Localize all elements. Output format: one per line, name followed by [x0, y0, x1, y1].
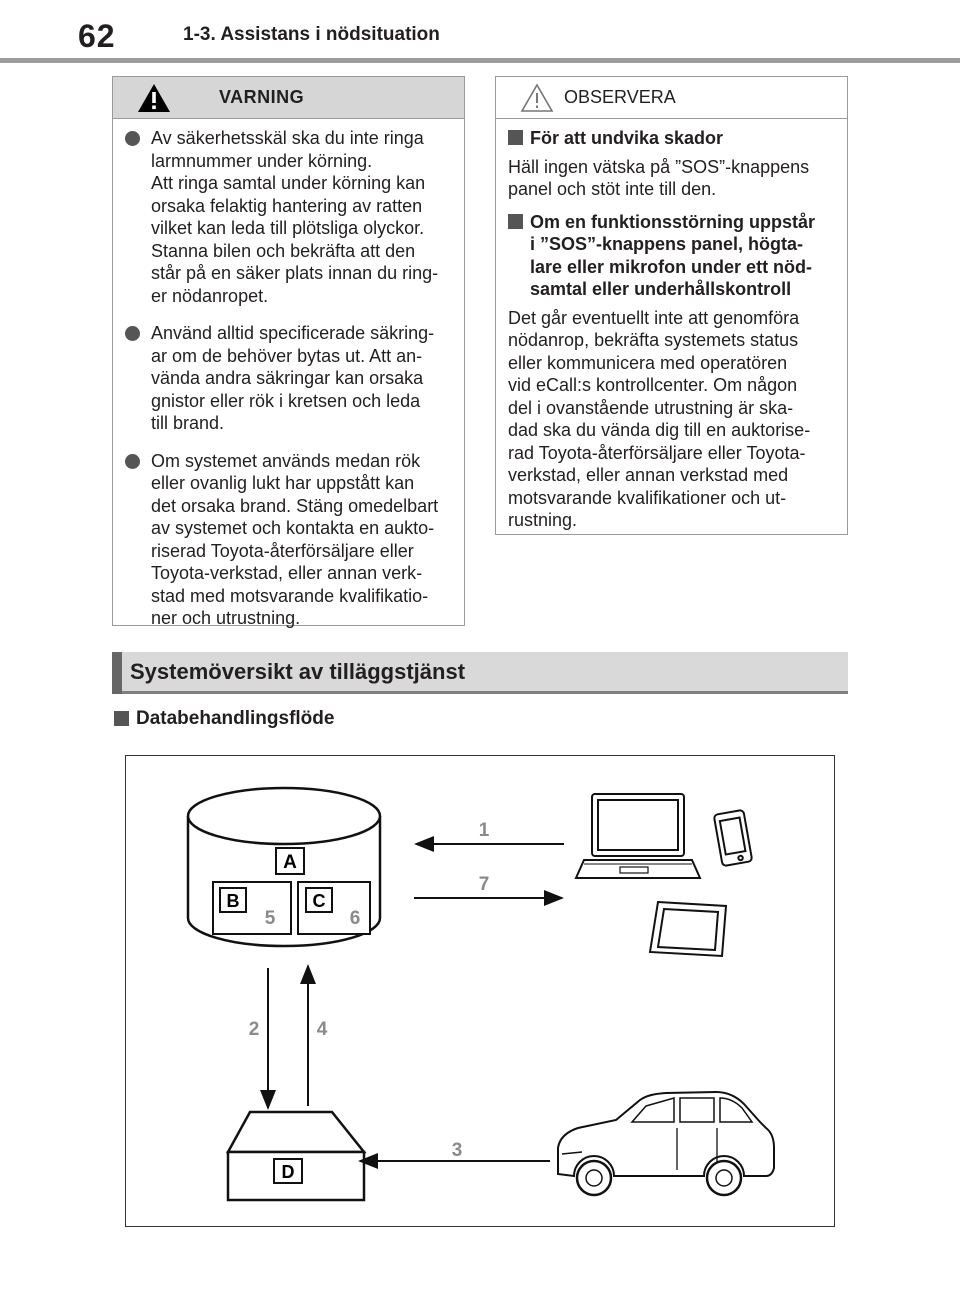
warning-header — [113, 77, 464, 119]
square-bullet-icon — [114, 711, 129, 726]
num-7: 7 — [478, 874, 490, 895]
notice-heading-line: samtal eller underhållskontroll — [530, 279, 792, 299]
notice-section-heading — [508, 211, 835, 301]
warning-bullet-line: riserad Toyota-återförsäljare eller — [151, 540, 414, 561]
notice-text-line: motsvarande kvalifikationer och ut- — [508, 487, 787, 508]
box-d — [228, 1112, 364, 1200]
subheading-text: Databehandlingsflöde — [136, 708, 335, 729]
box-a-label: A — [283, 852, 297, 873]
warning-triangle-icon — [137, 83, 171, 113]
warning-bullet — [125, 127, 452, 307]
warning-body — [113, 119, 464, 655]
warning-bullet-line: Av säkerhetsskäl ska du inte ringa — [151, 128, 424, 148]
notice-heading-line: För att undvika skador — [530, 128, 724, 148]
warning-bullet — [125, 450, 452, 630]
round-bullet-icon — [125, 326, 140, 341]
warning-bullet-line: larmnummer under körning. — [151, 150, 373, 171]
notice-heading-line: Om en funktionsstörning uppstår — [530, 211, 816, 232]
smartphone-icon — [714, 810, 753, 866]
diagram-canvas — [126, 756, 836, 1228]
warning-bullet-line: vända andra säkringar kan orsaka — [151, 368, 424, 388]
warning-box — [112, 76, 465, 626]
warning-bullet-line: av systemet och kontakta en aukto- — [151, 518, 435, 538]
num-6: 6 — [349, 908, 361, 929]
notice-text-line: Det går eventuellt inte att genomföra — [508, 307, 800, 328]
warning-bullet-line: stad med motsvarande kvalifikatio- — [151, 585, 429, 606]
chapter-title: 1-3. Assistans i nödsituation — [183, 24, 440, 45]
notice-text-line: rad Toyota-återförsäljare eller Toyota- — [508, 442, 806, 463]
warning-bullet-line: ar om de behöver bytas ut. Att an- — [151, 345, 423, 366]
notice-text-line: dad ska du vända dig till en auktorise- — [508, 420, 811, 440]
page-number: 62 — [78, 18, 116, 54]
section-banner — [112, 652, 848, 694]
warning-bullet-line: vilket kan leda till plötsliga olyckor. — [151, 218, 425, 238]
notice-text-line: nödanrop, bekräfta systemets status — [508, 330, 799, 350]
notice-section-heading — [508, 127, 835, 150]
notice-title: OBSERVERA — [564, 87, 676, 107]
num-3: 3 — [451, 1140, 463, 1161]
notice-heading-line: i ”SOS”-knappens panel, högta- — [530, 234, 804, 254]
warning-bullet-line: er nödanropet. — [151, 285, 269, 306]
notice-text-line: eller kommunicera med operatören — [508, 352, 788, 373]
page-header — [0, 0, 960, 62]
tablet-icon — [650, 902, 726, 956]
round-bullet-icon — [125, 454, 140, 469]
box-d-label: D — [281, 1162, 295, 1182]
car-icon — [558, 1092, 774, 1195]
notice-text-line: Häll ingen vätska på ”SOS”-knappens — [508, 156, 810, 177]
square-bullet-icon — [508, 130, 523, 145]
notice-body — [496, 119, 847, 552]
warning-bullet-line: Använd alltid specificerade säkring- — [151, 323, 435, 343]
square-bullet-icon — [508, 214, 523, 229]
notice-text-line: verkstad, eller annan verkstad med — [508, 465, 789, 485]
notice-section-text — [508, 307, 835, 532]
warning-bullet-line: orsaka felaktig hantering av ratten — [151, 195, 423, 216]
num-1: 1 — [478, 820, 490, 841]
warning-bullet — [125, 322, 452, 435]
caution-triangle-icon — [520, 83, 554, 113]
notice-section-text — [508, 156, 835, 201]
warning-title: VARNING — [219, 87, 305, 107]
num-4: 4 — [316, 1019, 328, 1040]
notice-heading-line: lare eller mikrofon under ett nöd- — [530, 256, 813, 277]
warning-bullet-line: gnistor eller rök i kretsen och leda — [151, 390, 421, 411]
notice-text-line: vid eCall:s kontrollcenter. Om någon — [508, 375, 798, 395]
section-banner-bar — [112, 652, 122, 694]
box-b — [213, 882, 291, 934]
warning-bullet-line: Toyota-verkstad, eller annan verk- — [151, 563, 423, 583]
box-c-label: C — [312, 891, 326, 911]
header-rule — [0, 58, 960, 63]
notice-text-line: del i ovanstående utrustning är ska- — [508, 397, 794, 418]
warning-bullet-line: Stanna bilen och bekräfta att den — [151, 240, 416, 261]
subheading — [114, 708, 334, 730]
warning-bullet-line: Om systemet används medan rök — [151, 450, 421, 471]
warning-bullet-line: det orsaka brand. Stäng omedelbart — [151, 495, 439, 516]
laptop-icon — [576, 794, 700, 878]
warning-bullet-line: till brand. — [151, 413, 225, 433]
data-flow-diagram — [125, 755, 835, 1227]
box-c — [298, 882, 370, 934]
num-2: 2 — [248, 1019, 260, 1040]
box-a — [276, 848, 304, 874]
num-5: 5 — [264, 908, 276, 929]
notice-header — [496, 77, 847, 119]
box-b-label: B — [226, 891, 240, 911]
warning-bullet-line: Att ringa samtal under körning kan — [151, 173, 426, 193]
notice-text-line: rustning. — [508, 510, 578, 530]
warning-bullet-line: står på en säker plats innan du ring- — [151, 263, 439, 283]
section-title: Systemöversikt av tilläggstjänst — [130, 659, 466, 684]
warning-bullet-line: ner och utrustning. — [151, 608, 301, 628]
round-bullet-icon — [125, 131, 140, 146]
notice-text-line: panel och stöt inte till den. — [508, 179, 717, 199]
notice-box — [495, 76, 848, 535]
warning-bullet-line: eller ovanlig lukt har uppstått kan — [151, 473, 415, 493]
